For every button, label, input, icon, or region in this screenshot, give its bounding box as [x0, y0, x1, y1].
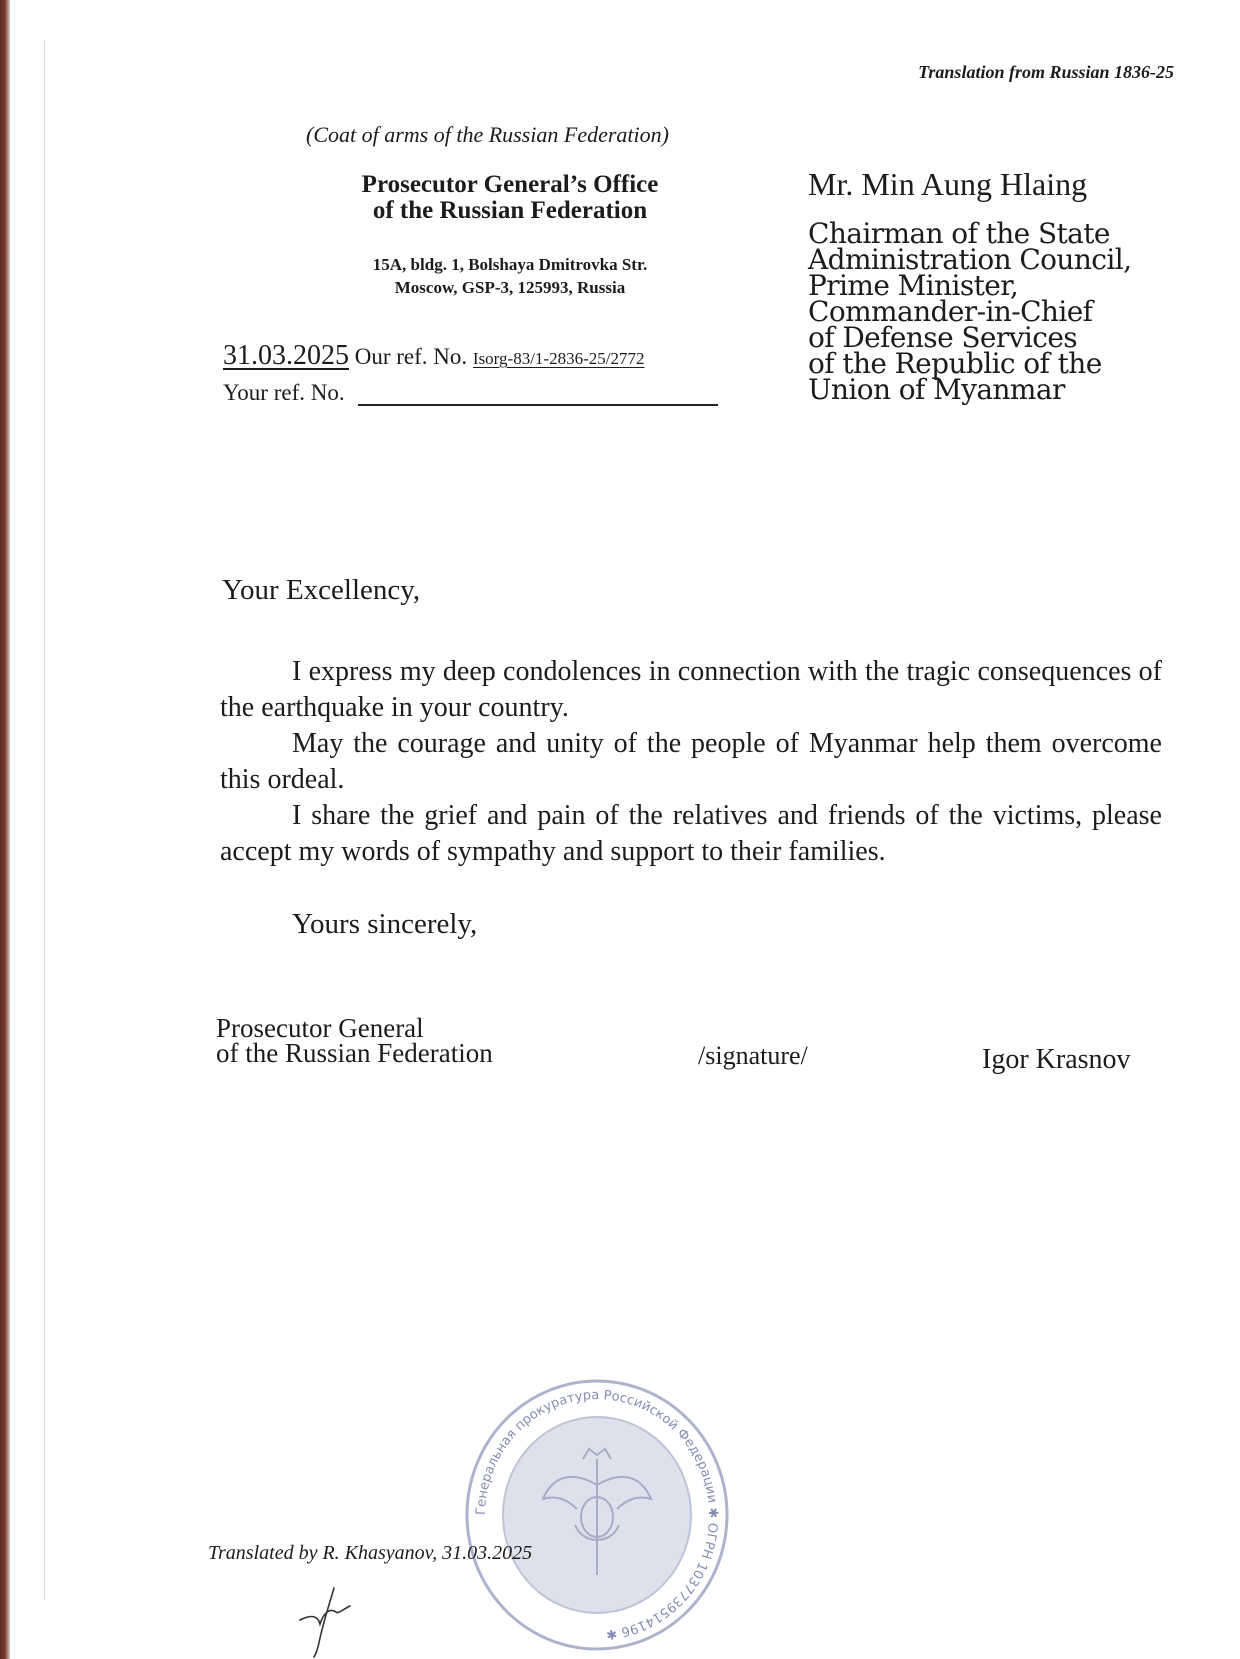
- stamp-ring-text: Генеральная прокуратура Российской Федерации ✱ ОГРН 1037739514196 ✱: [473, 1387, 721, 1642]
- addressee-title: [808, 217, 1132, 406]
- addressee-name: Mr. Min Aung Hlaing: [808, 166, 1088, 202]
- your-ref-blank-field: [358, 382, 718, 406]
- sender-address: [300, 253, 720, 299]
- sender-office: [300, 172, 720, 224]
- signature-placeholder: /signature/: [698, 1041, 808, 1070]
- letter-body: [220, 654, 1162, 870]
- sender-office-line-1: Prosecutor General’s Office: [361, 171, 659, 198]
- addressee-title-line: of Defense Services: [808, 321, 1078, 354]
- body-paragraph: I share the grief and pain of the relatives and friends of the victims, please accept my words of sympathy and support to their families.: [220, 800, 1162, 867]
- addressee-title-line: of the Republic of the: [808, 347, 1102, 380]
- translator-handwritten-signature: [290, 1580, 390, 1659]
- addressee-title-line: Administration Council,: [808, 243, 1132, 276]
- salutation: Your Excellency,: [222, 574, 421, 606]
- sender-office-line-2: of the Russian Federation: [372, 197, 648, 224]
- translator-credit: Translated by R. Khasyanov, 31.03.2025: [208, 1542, 533, 1564]
- your-ref-label: Your ref. No.: [223, 380, 345, 405]
- addressee-title-line: Chairman of the State: [808, 217, 1110, 250]
- addressee-title-line: Prime Minister,: [808, 269, 1019, 302]
- body-paragraph: I express my deep condolences in connection with the tragic consequences of the earthquake in your country.: [220, 656, 1162, 723]
- letter-date: 31.03.2025: [223, 340, 349, 371]
- our-ref-label: Our ref. No.: [354, 344, 468, 369]
- signer-title-line-2: of the Russian Federation: [216, 1038, 493, 1068]
- closing: Yours sincerely,: [292, 908, 478, 940]
- our-reference-line: [223, 340, 644, 372]
- addressee-title-line: Union of Myanmar: [808, 373, 1065, 406]
- official-seal-stamp: [463, 1375, 731, 1655]
- translation-note: Translation from Russian 1836-25: [918, 62, 1174, 82]
- page-edge-shadow: [0, 0, 10, 1659]
- sender-address-line-2: Moscow, GSP-3, 125993, Russia: [394, 278, 626, 297]
- coat-of-arms-note: (Coat of arms of the Russian Federation): [306, 122, 669, 147]
- body-paragraph: May the courage and unity of the people of Myanmar help them overcome this ordeal.: [220, 728, 1162, 795]
- signer-title-line-1: Prosecutor General: [216, 1013, 424, 1043]
- our-ref-number: Isorg-83/1-2836-25/2772: [472, 349, 645, 368]
- margin-line: [44, 40, 45, 1600]
- signer-name: Igor Krasnov: [982, 1044, 1131, 1075]
- signer-title: [216, 1013, 493, 1068]
- your-reference-line: [223, 380, 718, 406]
- sender-address-line-1: 15A, bldg. 1, Bolshaya Dmitrovka Str.: [372, 255, 648, 274]
- addressee-title-line: Commander-in-Chief: [808, 295, 1093, 328]
